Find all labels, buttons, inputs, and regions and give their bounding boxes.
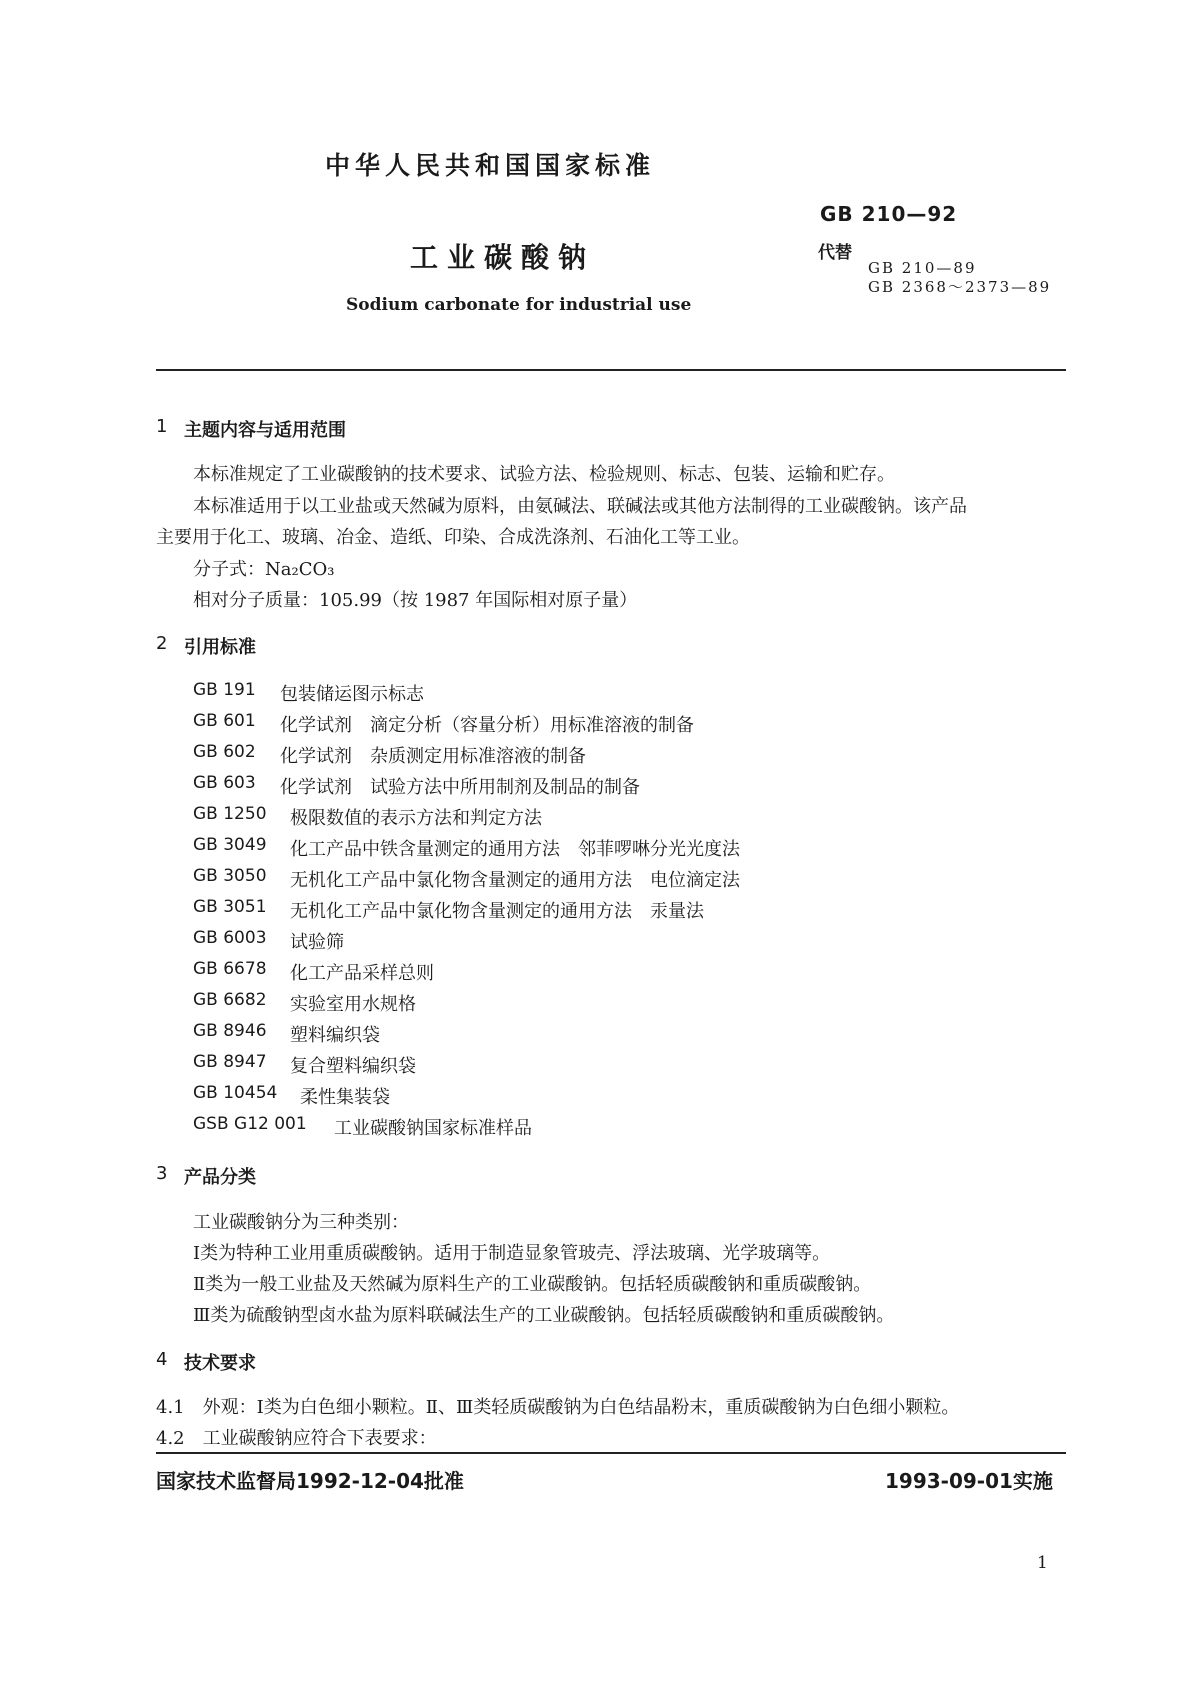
reference-code: GB 3050	[193, 866, 267, 886]
section-3-title: 产品分类	[184, 1167, 256, 1188]
reference-code: GB 6682	[193, 990, 267, 1010]
reference-name: 塑料编织袋	[290, 1025, 380, 1046]
reference-code: GB 601	[193, 711, 256, 731]
reference-code: GB 10454	[193, 1083, 278, 1103]
clause-4-2: 4.2 工业碳酸钠应符合下表要求：	[156, 1428, 437, 1449]
reference-name: 实验室用水规格	[290, 994, 416, 1015]
reference-name: 化学试剂 杂质测定用标准溶液的制备	[280, 746, 586, 767]
header-divider	[156, 369, 1066, 371]
section-1-line: 本标准规定了工业碳酸钠的技术要求、试验方法、检验规则、标志、包装、运输和贮存。	[193, 464, 895, 485]
reference-code: GB 8947	[193, 1052, 267, 1072]
molecular-weight: 相对分子质量：105.99（按 1987 年国际相对原子量）	[193, 590, 638, 611]
implementation-date: 1993-09-01实施	[885, 1469, 1053, 1493]
replaces-label: 代替	[818, 243, 852, 263]
reference-code: GB 603	[193, 773, 256, 793]
reference-name: 无机化工产品中氯化物含量测定的通用方法 电位滴定法	[290, 870, 740, 891]
reference-code: GB 6678	[193, 959, 267, 979]
document-title: 工业碳酸钠	[410, 241, 596, 274]
clause-4-1: 4.1 外观：Ⅰ类为白色细小颗粒。Ⅱ、Ⅲ类轻质碳酸钠为白色结晶粉末，重质碳酸钠为白色细小颗粒。	[156, 1397, 960, 1418]
english-title: Sodium carbonate for industrial use	[346, 295, 692, 315]
reference-code: GB 1250	[193, 804, 267, 824]
section-2-title: 引用标准	[184, 637, 256, 658]
replaced-standard-2: GB 2368～2373—89	[868, 278, 1052, 296]
section-4-number: 4	[156, 1349, 168, 1370]
reference-name: 化学试剂 试验方法中所用制剂及制品的制备	[280, 777, 640, 798]
replaced-standard-1: GB 210—89	[868, 259, 977, 277]
reference-code: GB 191	[193, 680, 256, 700]
section-3-line: 工业碳酸钠分为三种类别：	[193, 1212, 409, 1233]
section-1-title: 主题内容与适用范围	[184, 420, 346, 441]
standard-code: GB 210—92	[820, 202, 958, 226]
reference-name: 化学试剂 滴定分析（容量分析）用标准溶液的制备	[280, 715, 694, 736]
reference-name: 无机化工产品中氯化物含量测定的通用方法 汞量法	[290, 901, 704, 922]
reference-name: 复合塑料编织袋	[290, 1056, 416, 1077]
reference-name: 包装储运图示标志	[280, 684, 424, 705]
section-2-number: 2	[156, 633, 168, 654]
page-number: 1	[1037, 1553, 1048, 1573]
category-2: Ⅱ类为一般工业盐及天然碱为原料生产的工业碳酸钠。包括轻质碳酸钠和重质碳酸钠。	[193, 1274, 872, 1295]
reference-code: GSB G12 001	[193, 1114, 307, 1134]
reference-name: 试验筛	[290, 932, 344, 953]
section-1-line: 本标准适用于以工业盐或天然碱为原料，由氨碱法、联碱法或其他方法制得的工业碳酸钠。该产品	[193, 496, 967, 517]
molecular-formula: 分子式：Na₂CO₃	[193, 559, 335, 580]
section-1-number: 1	[156, 416, 168, 437]
approval-date: 国家技术监督局1992-12-04批准	[156, 1469, 464, 1493]
footer-divider	[156, 1452, 1066, 1454]
category-3: Ⅲ类为硫酸钠型卤水盐为原料联碱法生产的工业碳酸钠。包括轻质碳酸钠和重质碳酸钠。	[193, 1305, 895, 1326]
reference-name: 化工产品中铁含量测定的通用方法 邻菲啰啉分光光度法	[290, 839, 740, 860]
reference-code: GB 3051	[193, 897, 267, 917]
reference-code: GB 3049	[193, 835, 267, 855]
reference-name: 化工产品采样总则	[290, 963, 434, 984]
reference-code: GB 8946	[193, 1021, 267, 1041]
reference-name: 工业碳酸钠国家标准样品	[334, 1118, 532, 1139]
section-1-line: 主要用于化工、玻璃、冶金、造纸、印染、合成洗涤剂、石油化工等工业。	[156, 527, 750, 548]
reference-code: GB 602	[193, 742, 256, 762]
section-4-title: 技术要求	[184, 1353, 256, 1374]
reference-name: 柔性集装袋	[300, 1087, 390, 1108]
reference-name: 极限数值的表示方法和判定方法	[290, 808, 542, 829]
category-1: Ⅰ类为特种工业用重质碳酸钠。适用于制造显象管玻壳、浮法玻璃、光学玻璃等。	[193, 1243, 831, 1264]
section-3-number: 3	[156, 1163, 168, 1184]
national-standard-heading: 中华人民共和国国家标准	[325, 151, 656, 180]
reference-code: GB 6003	[193, 928, 267, 948]
